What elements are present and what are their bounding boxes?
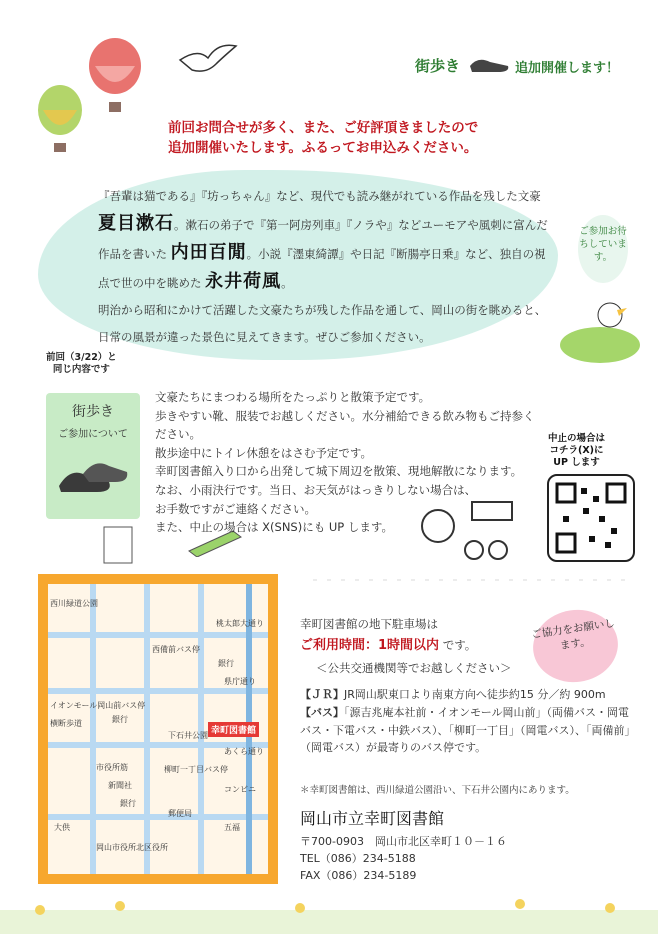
jr-text: JR岡山駅東口より南東方向へ徒歩約15 分／約 900m [344,688,606,701]
previous-label-line-1: 前回（3/22）と [46,352,117,363]
map-area [48,584,268,874]
parking-time-suffix: です。 [439,638,477,652]
map-label: コンビニ [224,785,256,794]
intro-text [98,183,548,351]
map-label: 大供 [54,823,70,832]
decorative-divider [313,575,633,585]
header-title: 街歩き [415,57,461,75]
notebook-icon [100,525,136,565]
notice-line-2: 追加開催いたします。ふるってお申込みください。 [168,140,478,156]
location-note: ＊幸町図書館は、西川緑道公園沿い、下石井公園内にあります。 [300,785,575,796]
details-line: なお、小雨決行です。当日、お天気がはっきりしない場合は、 [155,482,477,497]
transit-info [300,686,630,757]
intro-text-4: 。 [281,276,293,290]
library-marker: 幸町図書館 [208,722,259,737]
map-road [90,584,96,874]
map-label: あくら通り [224,747,264,756]
transit-heading: ＜公共交通機関等でお越しください＞ [316,661,512,675]
details-line: 散歩途中にトイレ休憩をはさむ予定です。 [155,445,373,460]
intro-text-2: 。漱石の弟子で『第一阿房列車』『ノラや』などユーモアや風刺に富んだ作品を書いた [98,218,548,261]
sign-subtitle: ご参加について [58,429,128,440]
details-line: 幸町図書館入り口から出発して城下周辺を散策、現地解散になります。 [155,464,523,479]
access-map [38,574,278,884]
parking-text: 幸町図書館の地下駐車場は [300,617,438,631]
flowers-decoration-icon [0,880,658,934]
library-postal: 〒700-0903 岡山市北区幸町１０－１６ [300,835,507,848]
sneakers-icon [53,450,133,500]
map-road [48,632,268,638]
map-road [144,584,150,874]
bird-icon [178,40,238,80]
sign-title: 街歩き [72,404,114,420]
qr-code-pattern [549,476,633,560]
map-label: 下石井公園 [168,731,208,740]
cancel-notice-label [548,433,605,469]
map-label: 新聞社 [108,781,132,790]
bus-label: 【バス】 [300,705,344,719]
parking-time-label: ご利用時間：1時間以内 [300,638,440,653]
map-road [48,814,268,820]
library-address [300,833,507,884]
cooperation-bubble: ご協力をお願いします。 [528,604,622,687]
walk-sign [46,393,140,519]
hot-air-balloon-icon [85,38,145,118]
cancel-label-line-2: コチラ(X)に [549,445,604,456]
await-bubble: ご参加お待ちしています。 [578,215,628,283]
parking-time [300,634,476,653]
map-label: 西備前バス停 [152,645,200,654]
library-name: 岡山市立幸町図書館 [300,809,445,828]
bird-on-leaf-icon [555,290,645,370]
map-road [48,688,268,694]
map-label: 柳町一丁目バス停 [164,765,228,774]
details-line: また、中止の場合は X(SNS)にも UP します。 [155,520,393,535]
map-label: 銀行 [120,799,136,808]
map-label: 銀行 [218,659,234,668]
header-subtitle: 追加開催します！ [515,61,620,76]
map-label: イオンモール岡山前バス停 [50,701,146,710]
intro-text-5: 明治から昭和にかけて活躍した文豪たちが残した作品を通して、岡山の街を眺めると、日常の風景が違った景色に見えてきます。ぜひご参加ください。 [98,303,547,344]
details-line: 歩きやすい靴、服装でお越しください。水分補給できる飲み物もご持参ください。 [155,408,535,442]
intro-text-3: 。小説『濹東綺譚』や日記『断腸亭日乗』など、独自の視点で世の中を眺めた [98,247,546,290]
author-uchida: 内田百閒 [170,242,247,263]
details-line: 文豪たちにまつわる場所をたっぷりと散策予定です。 [155,390,431,404]
jr-label: 【ＪＲ】 [300,688,344,701]
hot-air-balloon-icon [35,85,85,157]
map-label: 五福 [224,823,240,832]
cancel-label-line-1: 中止の場合は [548,433,606,444]
author-nagai: 永井荷風 [205,271,282,292]
map-label: 西川緑道公園 [50,599,98,608]
map-label: 県庁通り [224,677,256,686]
notice-text [168,118,478,158]
map-label: 横断歩道 [50,719,82,728]
shoes-icon [468,52,512,74]
intro-text-1: 『吾輩は猫である』『坊っちゃん』など、現代でも読み継がれている作品を残した文豪 [98,189,541,203]
notice-line-1: 前回お問合せが多く、また、ご好評頂きましたので [168,120,479,136]
map-label: 市役所筋 [96,763,128,772]
map-label: 岡山市役所北区役所 [96,843,168,852]
map-label: 郵便局 [168,809,192,818]
qr-code[interactable] [547,474,635,562]
library-fax: FAX（086）234-5189 [300,869,417,882]
map-label: 桃太郎大通り [216,619,264,628]
author-natsume: 夏目漱石 [98,213,174,234]
bus-text: 「源吉兆庵本社前・イオンモール岡山前」（両備バス・岡電バス・下電バス・中鉄バス）、「柳町一丁目」（岡電バス）、「両備前」（岡電バス）が最寄りのバス停です。 [300,705,630,755]
map-road [198,584,204,874]
cancel-label-line-3: UP します [553,457,600,468]
details-line: お手数ですがご連絡ください。 [155,501,316,516]
library-tel: TEL（086）234-5188 [300,852,416,865]
previous-session-label [46,352,117,376]
previous-label-line-2: 同じ内容です [52,364,110,375]
map-label: 銀行 [112,715,128,724]
watch-and-glasses-icon [410,488,530,566]
